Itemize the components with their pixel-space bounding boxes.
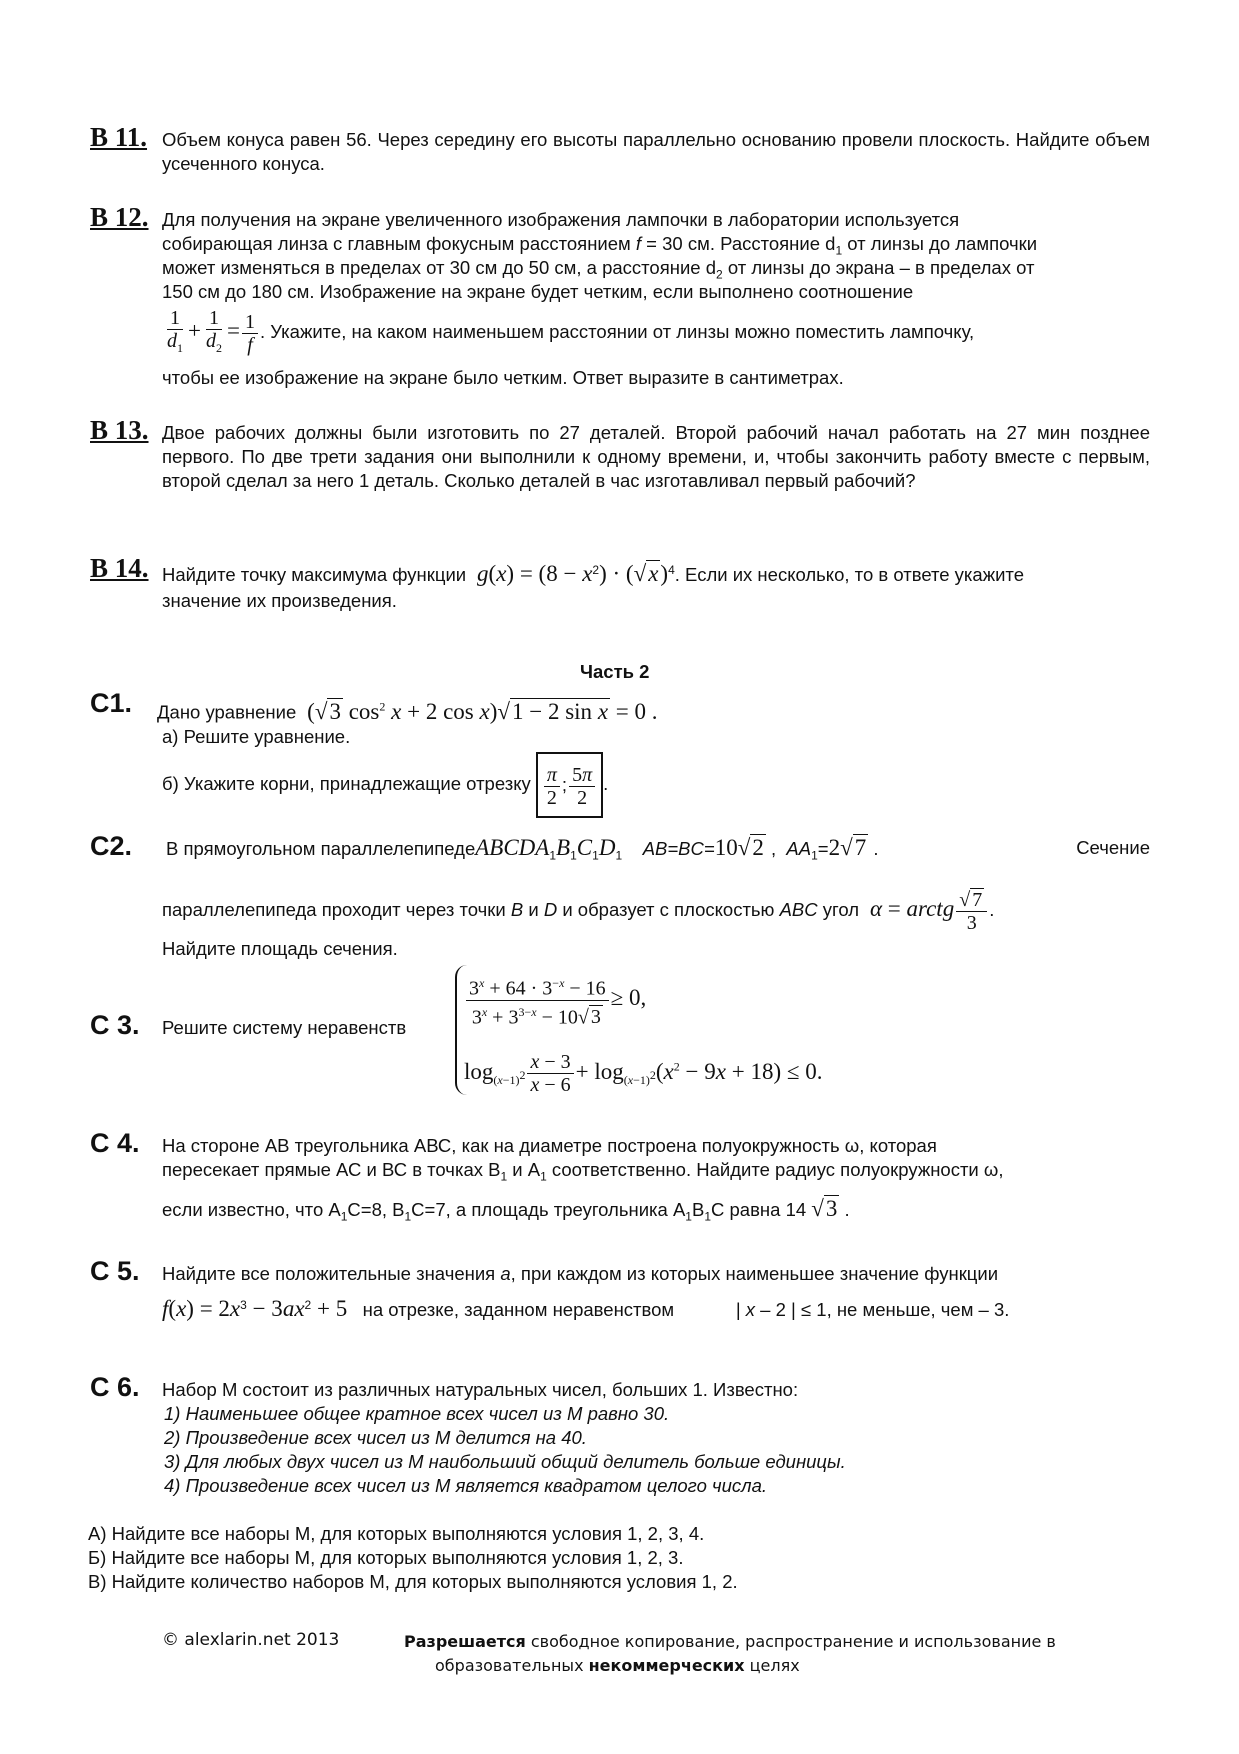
b13-label: B 13. [90, 415, 149, 445]
b11-text: Объем конуса равен 56. Через середину его высоты параллельно основанию провели плоскость. Найдите объем усеченного конуса. [162, 129, 1150, 174]
c6-intro: Набор М состоит из различных натуральных чисел, больших 1. Известно: [162, 1379, 799, 1400]
b14-line1: Найдите точку максимума функции $g(x) = (8 - x^2) \cdot (√x)^4$. Если их несколько, то в ответе укажите [162, 561, 1024, 587]
c2-line2: параллелепипеда проходит через точки B и D и образует с плоскостью ABC угол α = arctg $\frac{√ 7}{3}$ . [162, 888, 995, 934]
c5-line2: $f(x) = 2x^3 - 3ax^2 + 5$ на отрезке, заданном неравенством | x – 2 | ≤ 1, не меньше, чем – 3. [162, 1296, 1010, 1322]
b12-line2: собирающая линза с главным фокусным расстоянием f = 30 см. Расстояние $d_1$ от линзы до лампочки [162, 233, 1038, 258]
c6-cond4: 4) Произведение всех чисел из М является квадратом целого числа. [164, 1475, 767, 1496]
c6-question-c: В) Найдите количество наборов М, для которых выполняются условия 1, 2. [88, 1571, 738, 1592]
interval-bracket: $\frac{\pi}{2}$ ; $\frac{5\pi}{2}$ [536, 752, 603, 818]
b13-text: Двое рабочих должны были изготовить по 27 деталей. Второй рабочий начал работать на 27 мин позднее первого. По две трети задания они выполнили к одному времени, и, чтобы закончить работу вместе с первым, второй сделал за него 1 деталь. Сколько деталей в час изготавливал первый рабочий? [162, 422, 1150, 491]
footer-copyright: © alexlarin.net 2013 [162, 1630, 340, 1650]
c6-cond3: 3) Для любых двух чисел из М наибольший общий делитель больше единицы. [164, 1451, 846, 1472]
b12-line3: может изменяться в пределах от 30 см до 50 см, а расстояние $d_2$ от линзы до экрана – в пределах от [162, 257, 1035, 282]
part2-title: Часть 2 [580, 661, 650, 682]
formula-lens: $\frac{1}{d_1}$ [167, 307, 183, 356]
c6-cond1: 1) Наименьшее общее кратное всех чисел из М равно 30. [164, 1403, 670, 1424]
c2-line3: Найдите площадь сечения. [162, 938, 398, 959]
c3-ineq1: $\frac{3^x + 64 \cdot 3^{-x} - 16}{3^x + 3^{3-x} - 10√ 3}$ ≥ 0, [464, 968, 646, 1029]
c4-label: C 4. [90, 1128, 140, 1158]
c1-line1: Дано уравнение (√3 $\cos^2 x + 2$ cos x)√1 − 2 sin x = 0 . [157, 698, 658, 724]
c4-line3: если известно, что $А_1С=8$, $В_1С=7$, а площадь треугольника $А_1В_1С$ равна 14 √3 . [162, 1196, 850, 1224]
c6-label: C 6. [90, 1372, 140, 1402]
b12-line4: 150 см до 180 см. Изображение на экране будет четким, если выполнено соотношение [162, 281, 914, 302]
c1-label: C1. [90, 688, 133, 718]
c1-b: б) Укажите корни, принадлежащие отрезку $\frac{\pi}{2}$ ; $\frac{5\pi}{2}$ . [162, 752, 608, 818]
c6-cond2: 2) Произведение всех чисел из М делится на 40. [164, 1427, 587, 1448]
c3-text: Решите систему неравенств [162, 1017, 407, 1038]
b11-label: B 11. [90, 122, 148, 152]
c6-question-a: А) Найдите все наборы М, для которых выполняются условия 1, 2, 3, 4. [88, 1523, 705, 1544]
b14-label: B 14. [90, 553, 149, 583]
footer-license-line1: Разрешается свободное копирование, распространение и использование в [404, 1632, 1056, 1651]
c4-line2: пересекает прямые АС и ВС в точках $В_1$ и $А_1$ соответственно. Найдите радиус полуокружности ω, [162, 1159, 1004, 1184]
c2-line1: В прямоугольном $параллелепипедеABCDA_1B_1C_1D_1$ AB=BC=10√2 , $AA_1=2√7$ . Сечение [166, 835, 1150, 863]
c4-line1: На стороне АВ треугольника АВС, как на диаметре построена полуокружность ω, которая [162, 1135, 937, 1156]
b12-line6: чтобы ее изображение на экране было четким. Ответ выразите в сантиметрах. [162, 367, 844, 388]
c6-question-b: Б) Найдите все наборы М, для которых выполняются условия 1, 2, 3. [88, 1547, 684, 1568]
formula-c1: (√3 $\cos^2 x + 2$ cos x)√1 − 2 sin x = 0 . [301, 698, 658, 724]
c1-a: а) Решите уравнение. [162, 726, 351, 747]
c5-line1: Найдите все положительные значения a, при каждом из которых наименьшее значение функции [162, 1263, 999, 1284]
formula-alpha: α [864, 896, 883, 921]
c5-label: C 5. [90, 1256, 140, 1286]
c2-label: C2. [90, 831, 133, 861]
footer-license-line2: образовательных некоммерческих целях [435, 1656, 800, 1675]
b14-line2: значение их произведения. [162, 590, 397, 611]
c3-label: C 3. [90, 1010, 140, 1040]
b12-line1: Для получения на экране увеличенного изображения лампочки в лаборатории используется [162, 209, 960, 230]
b12-line5: $\frac{1}{d_1}$ + $\frac{1}{d_2}$ = $\frac{1}{f}$ . Укажите, на каком наименьшем расстоянии от линзы можно поместить лампочку, [162, 306, 974, 359]
formula-g: g [471, 561, 489, 587]
c3-ineq2: $\log_{(x-1)^2}$ $\frac{x - 3}{x - 6}$ + $\log_{(x-1)^2}(x^2 - 9x + 18) \le 0$. [464, 1051, 823, 1097]
b12-label: B 12. [90, 202, 149, 232]
